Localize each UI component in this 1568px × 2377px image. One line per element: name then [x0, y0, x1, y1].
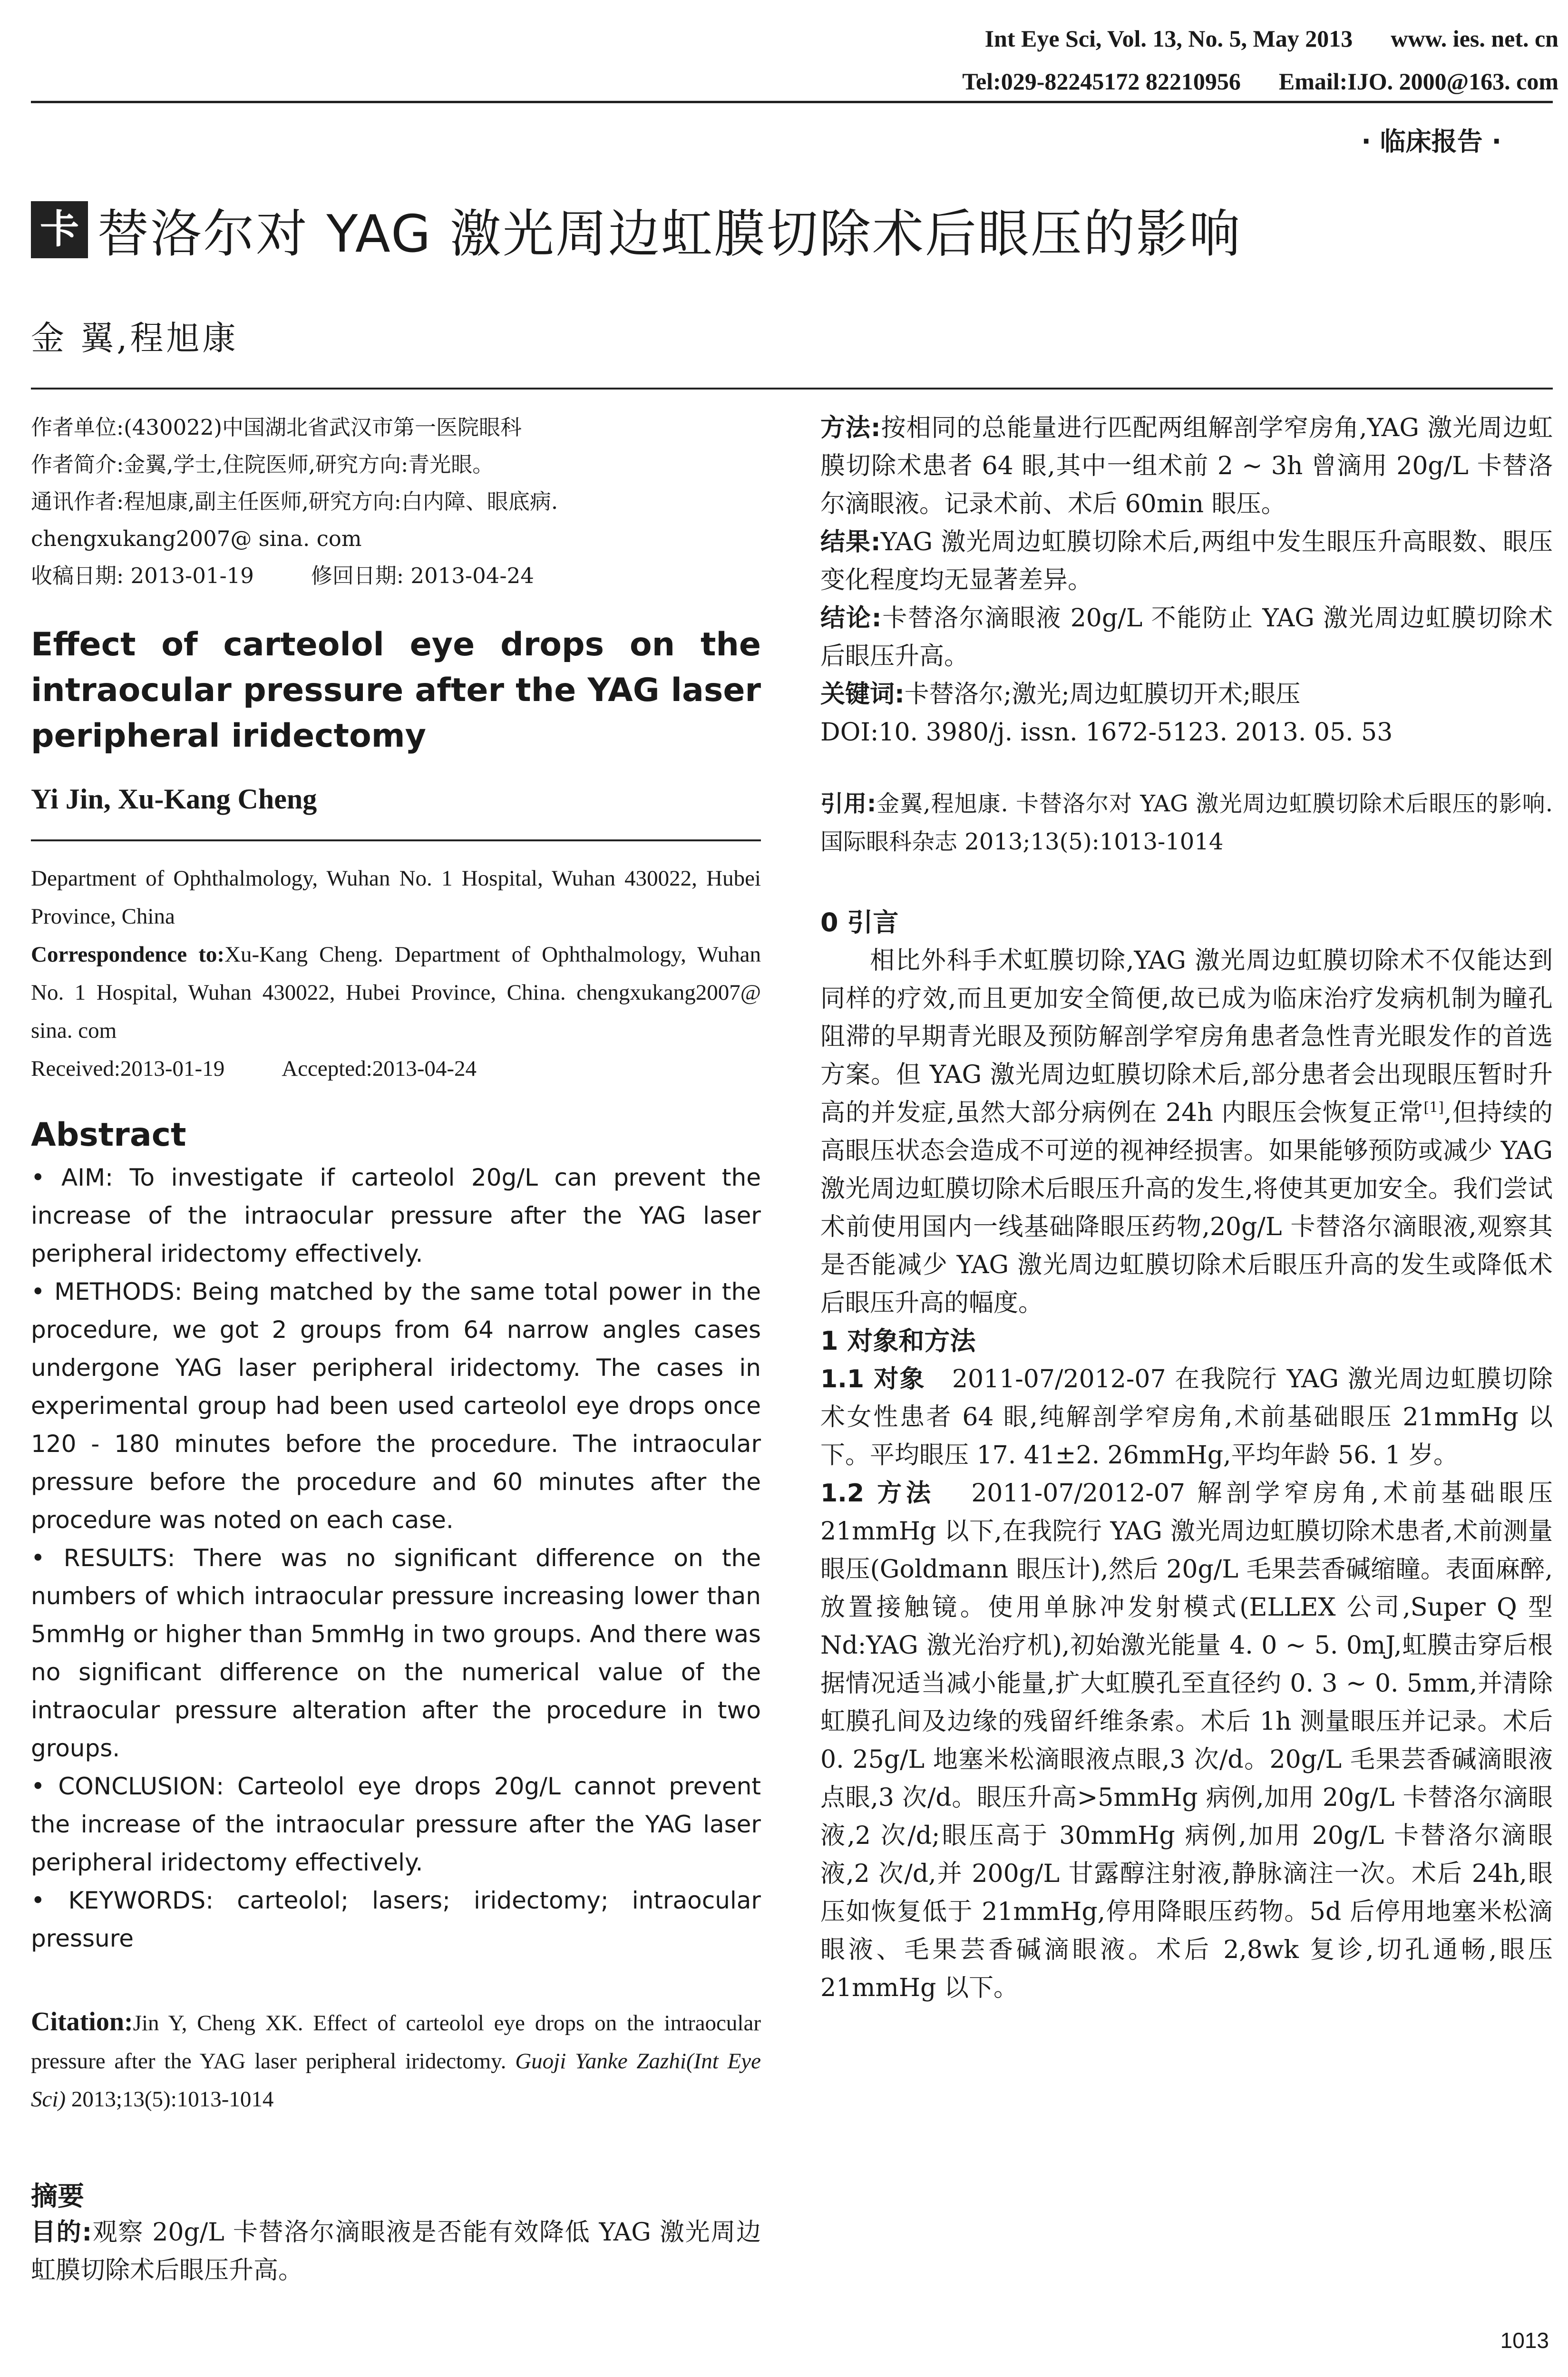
- authors-cn: 金 翼,程旭康: [31, 319, 239, 358]
- subsection-1-2: [820, 1474, 1553, 2007]
- abstract-cn-results: [820, 523, 1553, 599]
- citation-en: [31, 2003, 761, 2118]
- english-authors: Yi Jin, Xu-Kang Cheng: [31, 783, 317, 815]
- keywords-cn-text: 卡替洛尔;激光;周边虹膜切开术;眼压: [904, 680, 1301, 709]
- methods-cn-label: 方法:: [820, 414, 881, 442]
- keywords-cn-label: 关键词:: [820, 680, 905, 709]
- right-column: [820, 409, 1553, 2007]
- citation-issue: 2013;13(5):1013-1014: [71, 2087, 274, 2112]
- sub12-label: 1.2 方法: [820, 1479, 935, 1508]
- section-tag: · 临床报告 ·: [1361, 127, 1501, 156]
- sub11-label: 1.1 对象: [820, 1365, 925, 1393]
- affiliation-cn: 作者单位:(430022)中国湖北省武汉市第一医院眼科: [31, 415, 522, 440]
- journal-tel: Tel:029-82245172 82210956: [962, 68, 1241, 95]
- abstract-results: • RESULTS: There was no significant difference on the numbers of which intraocular pressure increasing lower than 5mmHg or higher than 5mmHg in two groups. And there was no significant difference on the numerical value of the intraocular pressure alteration after the procedure in two groups.: [31, 1544, 761, 1762]
- abstract-cn-conclusion: [820, 599, 1553, 675]
- email-cn: chengxukang2007@ sina. com: [31, 526, 362, 551]
- abstract-methods: • METHODS: Being matched by the same total power in the procedure, we got 2 groups from 64 narrow angles cases undergone YAG laser peripheral iridectomy. The cases in experimental group had been used carteolol eye drops once 120 - 180 minutes before the procedure. The intraocular pressure before the procedure and 60 minutes after the procedure was noted on each case.: [31, 1278, 761, 1534]
- authors-rule: [31, 839, 761, 841]
- results-cn-label: 结果:: [820, 528, 881, 556]
- intro-paragraph: [820, 942, 1553, 1322]
- citation-text: Jin Y, Cheng XK. Effect of carteolol eye drops on the intraocular pressure after the YAG laser peripheral iridectomy.: [31, 2011, 761, 2074]
- correspondence-text: Xu-Kang Cheng. Department of Ophthalmology, Wuhan No. 1 Hospital, Wuhan 430022, Hubei Province, China. chengxukang2007@ sina. com: [31, 942, 761, 1043]
- intro-text-a: 相比外科手术虹膜切除,YAG 激光周边虹膜切除术不仅能达到同样的疗效,而且更加安全简便,故已成为临床治疗发病机制为瞳孔阻滞的早期青光眼及预防解剖学窄房角患者急性青光眼发作的首选方案。但 YAG 激光周边虹膜切除术后,部分患者会出现眼压暂时升高的并发症,虽然大部分病例在 24h 内眼压会恢复正常: [820, 946, 1553, 1127]
- doi: DOI:10. 3980/j. issn. 1672-5123. 2013. 05. 53: [820, 718, 1393, 747]
- left-column: [31, 409, 761, 2289]
- citation-cn-label: 引用:: [820, 790, 877, 817]
- abstract-cn-methods: [820, 409, 1553, 523]
- sub11-text: 2011-07/2012-07 在我院行 YAG 激光周边虹膜切除术女性患者 64 眼,纯解剖学窄房角,术前基础眼压 21mmHg 以下。平均眼压 17. 41±2. 26mmHg,平均年龄 56. 1 岁。: [820, 1365, 1553, 1470]
- correspondence-cn: 通讯作者:程旭康,副主任医师,研究方向:白内障、眼底病.: [31, 489, 558, 514]
- methods-cn-text: 按相同的总能量进行匹配两组解剖学窄房角,YAG 激光周边虹膜切除术患者 64 眼,其中一组术前 2 ~ 3h 曾滴用 20g/L 卡替洛尔滴眼液。记录术前、术后 60min 眼压。: [820, 414, 1553, 518]
- dates-cn: [31, 557, 761, 594]
- aim-cn-text: 观察 20g/L 卡替洛尔滴眼液是否能有效降低 YAG 激光周边虹膜切除术后眼压升高。: [31, 2218, 761, 2285]
- page-number: 1013: [1500, 2328, 1549, 2353]
- citation-cn-text: 金翼,程旭康. 卡替洛尔对 YAG 激光周边虹膜切除术后眼压的影响. 国际眼科杂志 2013;13(5):1013-1014: [820, 790, 1553, 855]
- abstract-cn-keywords: [820, 675, 1553, 713]
- revised-cn: 修回日期: 2013-04-24: [311, 563, 534, 588]
- received-cn: 收稿日期: 2013-01-19: [31, 563, 254, 588]
- article-title: [31, 193, 1242, 266]
- received: Received:2013-01-19: [31, 1056, 225, 1081]
- conclusion-cn-label: 结论:: [820, 604, 882, 633]
- intro-heading: 0 引言: [820, 907, 899, 937]
- abstract-heading: Abstract: [31, 1116, 186, 1154]
- title-rule: [31, 388, 1553, 390]
- header-rule: [31, 101, 1553, 103]
- journal-email: Email:IJO. 2000@163. com: [1278, 68, 1558, 95]
- subsection-1-1: [820, 1360, 1553, 1474]
- correspondence: [31, 935, 761, 1050]
- abstract-cn-aim: [31, 2213, 761, 2289]
- department: Department of Ophthalmology, Wuhan No. 1 Hospital, Wuhan 430022, Hubei Province, China: [31, 866, 761, 929]
- abstract-body: [31, 1159, 761, 1958]
- journal-issue: Int Eye Sci, Vol. 13, No. 5, May 2013: [984, 25, 1353, 52]
- journal-website: www. ies. net. cn: [1391, 25, 1558, 52]
- bio-cn: 作者简介:金翼,学士,住院医师,研究方向:青光眼。: [31, 452, 494, 477]
- accepted: Accepted:2013-04-24: [282, 1056, 477, 1081]
- abstract-cn-heading: 摘要: [31, 2181, 84, 2212]
- sub12-text: 2011-07/2012-07 解剖学窄房角,术前基础眼压 21mmHg 以下,在我院行 YAG 激光周边虹膜切除术患者,术前测量眼压(Goldmann 眼压计),然后 20g/L 毛果芸香碱缩瞳。表面麻醉,放置接触镜。使用单脉冲发射模式(ELLEX 公司,Super Q 型 Nd:YAG 激光治疗机),初始激光能量 4. 0 ~ 5. 0mJ,虹膜击穿后根据情况适当减小能量,扩大虹膜孔至直径约 0. 3 ~ 0. 5mm,并清除虹膜孔间及边缘的残留纤维条索。术后 1h 测量眼压并记录。术后 0. 25g/L 地塞米松滴眼液点眼,3 次/d。20g/L 毛果芸香碱滴眼液点眼,3 次/d。眼压升高>5mmHg 病例,加用 20g/L 卡替洛尔滴眼液,2 次/d;眼压高于 30mmHg 病例,加用 20g/L 卡替洛尔滴眼液,2 次/d,并 200g/L 甘露醇注射液,静脉滴注一次。术后 24h,眼压如恢复低于 21mmHg,停用降眼压药物。5d 后停用地塞米松滴眼液、毛果芸香碱滴眼液。术后 2,8wk 复诊,切孔通畅,眼压 21mmHg 以下。: [820, 1479, 1553, 2002]
- title-text: 替洛尔对 YAG 激光周边虹膜切除术后眼压的影响: [97, 205, 1242, 264]
- aim-cn-label: 目的:: [31, 2218, 92, 2247]
- title-mark: 卡: [31, 201, 88, 258]
- journal-contact: [962, 68, 1558, 95]
- intro-reference: [1]: [1423, 1099, 1444, 1116]
- abstract-cn-rest: [820, 409, 1553, 751]
- citation-label: Citation:: [31, 2007, 133, 2036]
- author-info-cn: [31, 409, 761, 594]
- correspondence-label: Correspondence to:: [31, 942, 225, 967]
- abstract-keywords: • KEYWORDS: carteolol; lasers; iridectomy; intraocular pressure: [31, 1887, 761, 1952]
- english-title: Effect of carteolol eye drops on the intraocular pressure after the YAG laser peripheral iridectomy: [31, 626, 761, 755]
- journal-header: [985, 25, 1558, 52]
- intro-text-b: ,但持续的高眼压状态会造成不可逆的视神经损害。如果能够预防或减少 YAG 激光周边虹膜切除术后眼压升高的发生,将使其更加安全。我们尝试术前使用国内一线基础降眼压药物,20g/L 卡替洛尔滴眼液,观察其是否能减少 YAG 激光周边虹膜切除术后眼压升高的发生或降低术后眼压升高的幅度。: [820, 1099, 1553, 1317]
- citation-journal: Guoji Yanke Zazhi(Int Eye Sci): [31, 2049, 761, 2112]
- results-cn-text: YAG 激光周边虹膜切除术后,两组中发生眼压升高眼数、眼压变化程度均无显著差异。: [820, 528, 1553, 594]
- section1-heading: 1 对象和方法: [820, 1326, 976, 1356]
- citation-cn: [820, 785, 1553, 861]
- english-affiliation: [31, 859, 761, 1088]
- conclusion-cn-text: 卡替洛尔滴眼液 20g/L 不能防止 YAG 激光周边虹膜切除术后眼压升高。: [820, 604, 1553, 671]
- abstract-aim: • AIM: To investigate if carteolol 20g/L can prevent the increase of the intraocular pressure after the YAG laser peripheral iridectomy effectively.: [31, 1164, 761, 1267]
- abstract-conclusion: • CONCLUSION: Carteolol eye drops 20g/L cannot prevent the increase of the intraocular pressure after the YAG laser peripheral iridectomy effectively.: [31, 1773, 761, 1876]
- english-dates: [31, 1050, 761, 1088]
